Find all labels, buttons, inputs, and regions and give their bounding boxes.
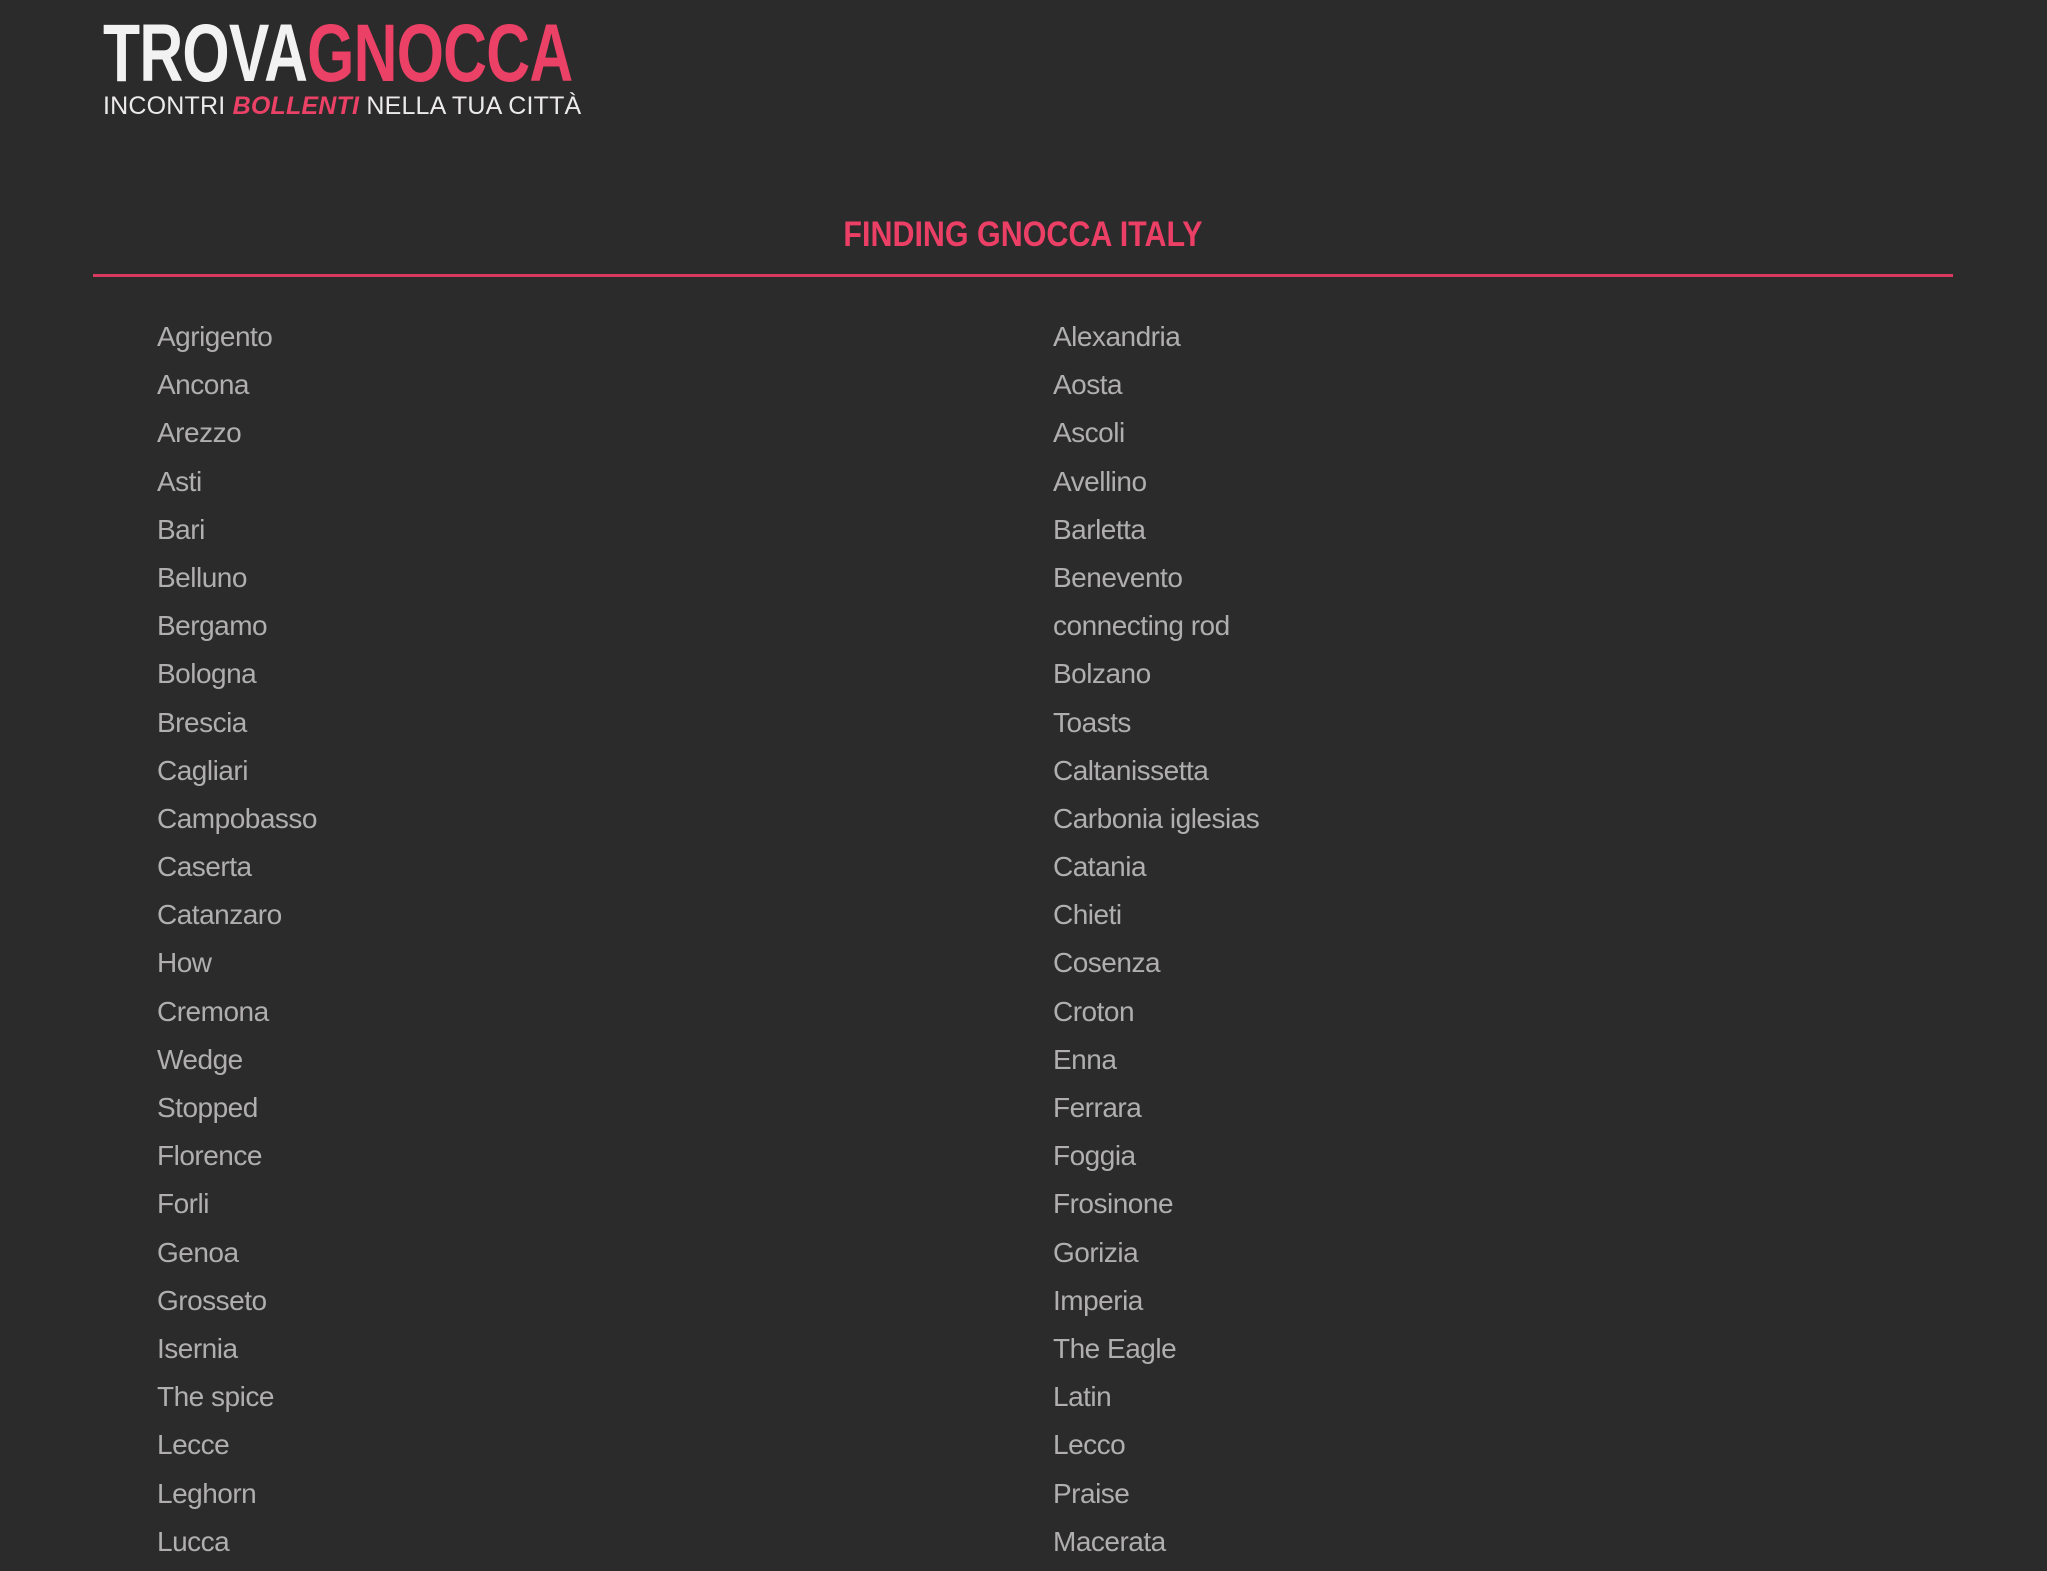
logo-title-gnocca: GNOCCA bbox=[307, 8, 573, 99]
city-link[interactable]: Bari bbox=[157, 513, 205, 545]
city-list-item bbox=[989, 1132, 1953, 1180]
city-list-item bbox=[989, 988, 1953, 1036]
city-list-item bbox=[989, 1036, 1953, 1084]
city-list-item bbox=[989, 506, 1953, 554]
city-list-item bbox=[93, 650, 989, 698]
city-link[interactable]: Ascoli bbox=[1053, 417, 1125, 449]
city-list-item bbox=[989, 361, 1953, 409]
city-link[interactable]: Cremona bbox=[157, 995, 269, 1027]
city-list-item bbox=[989, 699, 1953, 747]
city-link[interactable]: Catanzaro bbox=[157, 899, 282, 931]
city-link[interactable]: Lucca bbox=[157, 1525, 230, 1557]
city-link[interactable]: The Eagle bbox=[1053, 1332, 1177, 1364]
city-list-item bbox=[989, 1325, 1953, 1373]
city-list-item bbox=[93, 1229, 989, 1277]
city-list-item bbox=[989, 891, 1953, 939]
city-list-item bbox=[93, 361, 989, 409]
city-link[interactable]: Carbonia iglesias bbox=[1053, 802, 1260, 834]
city-list-item bbox=[93, 409, 989, 457]
city-list-item bbox=[989, 313, 1953, 361]
city-list-item bbox=[93, 1180, 989, 1228]
city-column-2 bbox=[989, 313, 1953, 1566]
city-list-item bbox=[93, 988, 989, 1036]
city-list-item bbox=[989, 1470, 1953, 1518]
city-link[interactable]: Brescia bbox=[157, 706, 247, 738]
city-list-item bbox=[93, 506, 989, 554]
city-list-item bbox=[93, 1518, 989, 1566]
city-list-item bbox=[989, 1373, 1953, 1421]
city-link[interactable]: Croton bbox=[1053, 995, 1135, 1027]
city-list-item bbox=[93, 1084, 989, 1132]
city-link[interactable]: Cosenza bbox=[1053, 947, 1161, 979]
city-link[interactable]: Wedge bbox=[157, 1043, 243, 1075]
page-title: FINDING GNOCCA ITALY bbox=[843, 215, 1203, 254]
site-logo-link[interactable] bbox=[103, 8, 737, 121]
city-list-item bbox=[93, 554, 989, 602]
city-list-item bbox=[989, 1180, 1953, 1228]
tagline-nella-tua-citta: NELLA TUA CITTÀ bbox=[359, 92, 582, 120]
city-link[interactable]: Campobasso bbox=[157, 802, 317, 834]
city-link[interactable]: Caltanissetta bbox=[1053, 754, 1209, 786]
tagline-bollenti: BOLLENTI bbox=[232, 92, 360, 120]
city-link[interactable]: Bologna bbox=[157, 658, 257, 690]
city-list-item bbox=[989, 795, 1953, 843]
city-list-item bbox=[989, 1421, 1953, 1469]
city-list-item bbox=[93, 747, 989, 795]
city-list-item bbox=[93, 1470, 989, 1518]
heading-divider bbox=[93, 274, 1953, 277]
city-list-item bbox=[989, 747, 1953, 795]
city-list-item bbox=[989, 1277, 1953, 1325]
city-link[interactable]: Barletta bbox=[1053, 513, 1146, 545]
city-list-item bbox=[989, 1084, 1953, 1132]
city-link[interactable]: Foggia bbox=[1053, 1140, 1136, 1172]
city-link[interactable]: Praise bbox=[1053, 1477, 1130, 1509]
city-link[interactable]: Ancona bbox=[157, 369, 249, 401]
city-link[interactable]: Toasts bbox=[1053, 706, 1131, 738]
city-list-item bbox=[93, 1373, 989, 1421]
city-link[interactable]: Florence bbox=[157, 1140, 262, 1172]
city-link[interactable]: Benevento bbox=[1053, 561, 1183, 593]
tagline-incontri: INCONTRI bbox=[103, 92, 233, 120]
city-link[interactable]: Isernia bbox=[157, 1332, 238, 1364]
city-list-item bbox=[93, 843, 989, 891]
city-link[interactable]: Bolzano bbox=[1053, 658, 1151, 690]
city-link[interactable]: Enna bbox=[1053, 1043, 1117, 1075]
city-list-item bbox=[989, 1518, 1953, 1566]
city-link[interactable]: Bergamo bbox=[157, 610, 268, 642]
city-link[interactable]: Aosta bbox=[1053, 369, 1123, 401]
city-link[interactable]: Agrigento bbox=[157, 321, 273, 352]
city-list-item bbox=[93, 939, 989, 987]
city-list-item bbox=[93, 891, 989, 939]
city-link[interactable]: connecting rod bbox=[1053, 610, 1230, 642]
city-list-item bbox=[93, 458, 989, 506]
city-list-item bbox=[989, 939, 1953, 987]
city-link[interactable]: Chieti bbox=[1053, 899, 1122, 931]
city-list-item bbox=[989, 1229, 1953, 1277]
city-link[interactable]: Latin bbox=[1053, 1381, 1112, 1413]
logo-title-trova: TROVA bbox=[103, 8, 308, 99]
city-list-item bbox=[93, 1421, 989, 1469]
city-link[interactable]: Forli bbox=[157, 1188, 209, 1220]
city-link[interactable]: Alexandria bbox=[1053, 321, 1181, 352]
site-header bbox=[93, 0, 1953, 121]
city-link[interactable]: Lecco bbox=[1053, 1429, 1126, 1461]
city-link[interactable]: Belluno bbox=[157, 561, 247, 593]
city-list-item bbox=[989, 458, 1953, 506]
city-link[interactable]: Imperia bbox=[1053, 1284, 1143, 1316]
city-list-item bbox=[93, 699, 989, 747]
city-link[interactable]: Leghorn bbox=[157, 1477, 257, 1509]
city-link[interactable]: Genoa bbox=[157, 1236, 239, 1268]
city-link[interactable]: Arezzo bbox=[157, 417, 242, 449]
city-list-item bbox=[93, 602, 989, 650]
city-link[interactable]: How bbox=[157, 947, 212, 979]
city-link[interactable]: The spice bbox=[157, 1381, 274, 1413]
city-list-item bbox=[93, 1277, 989, 1325]
city-link[interactable]: Caserta bbox=[157, 851, 252, 883]
city-list-item bbox=[93, 313, 989, 361]
city-list-item bbox=[989, 554, 1953, 602]
city-list bbox=[93, 313, 1953, 1566]
city-list-item bbox=[989, 650, 1953, 698]
city-link[interactable]: Lecce bbox=[157, 1429, 230, 1461]
city-list-item bbox=[93, 1036, 989, 1084]
city-list-item bbox=[93, 1132, 989, 1180]
city-list-item bbox=[989, 602, 1953, 650]
city-link[interactable]: Catania bbox=[1053, 851, 1147, 883]
city-link[interactable]: Gorizia bbox=[1053, 1236, 1139, 1268]
city-link[interactable]: Grosseto bbox=[157, 1284, 267, 1316]
city-link[interactable]: Cagliari bbox=[157, 754, 248, 786]
main-content bbox=[93, 214, 1953, 1566]
city-list-item bbox=[989, 409, 1953, 457]
city-link[interactable]: Asti bbox=[157, 465, 202, 497]
city-column-1 bbox=[93, 313, 989, 1566]
city-link[interactable]: Ferrara bbox=[1053, 1092, 1142, 1123]
city-list-item bbox=[93, 1325, 989, 1373]
city-list-item bbox=[93, 795, 989, 843]
city-link[interactable]: Stopped bbox=[157, 1092, 258, 1123]
city-link[interactable]: Frosinone bbox=[1053, 1188, 1174, 1220]
city-link[interactable]: Avellino bbox=[1053, 465, 1147, 497]
city-list-item bbox=[989, 843, 1953, 891]
logo-title bbox=[103, 8, 573, 99]
city-link[interactable]: Macerata bbox=[1053, 1525, 1166, 1557]
